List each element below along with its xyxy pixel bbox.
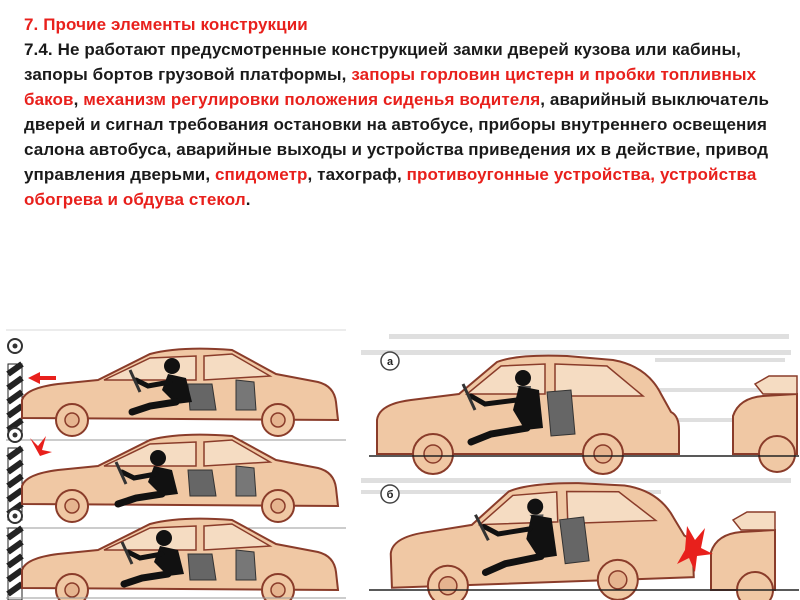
highlighted-text: противоугонные устройства, устройства обогрева и обдува стекол <box>24 165 757 209</box>
heading-text: 7. Прочие элементы конструкции <box>24 15 308 34</box>
body-text: 7.4. Не работают предусмотренные конструкцией замки дверей кузова или кабины, запоры бортов грузовой платформы, <box>24 40 741 84</box>
frame-a-label: а <box>386 356 394 368</box>
seat-crash-illustration <box>0 328 346 600</box>
frame-1 <box>6 330 346 440</box>
frame-b <box>369 479 799 600</box>
rear-collision-illustration <box>355 328 800 600</box>
highlighted-text: запоры горловин цистерн и пробки топливных баков <box>24 65 757 109</box>
body-text: , аварийный выключатель дверей и сигнал требования остановки на автобусе, приборы внутреннего освещения салона автобуса, аварийные выходы и устройства приведения их в действие, привод управления дверьми, <box>24 90 770 184</box>
frame-3 <box>6 509 346 600</box>
section-heading <box>24 12 782 37</box>
rule-paragraph <box>24 37 782 212</box>
frame-b-label: б <box>386 489 394 501</box>
frame-2 <box>6 428 346 528</box>
body-text: . <box>245 190 251 209</box>
body-text: , тахограф, <box>307 165 407 184</box>
frame-a <box>369 352 799 474</box>
slide-text <box>24 12 782 212</box>
arrow-icon <box>28 372 56 384</box>
highlighted-text: механизм регулировки положения сиденья водителя <box>83 90 541 109</box>
impact-icon <box>30 436 52 456</box>
body-text: , <box>73 90 84 109</box>
highlighted-text: спидометр <box>214 165 308 184</box>
